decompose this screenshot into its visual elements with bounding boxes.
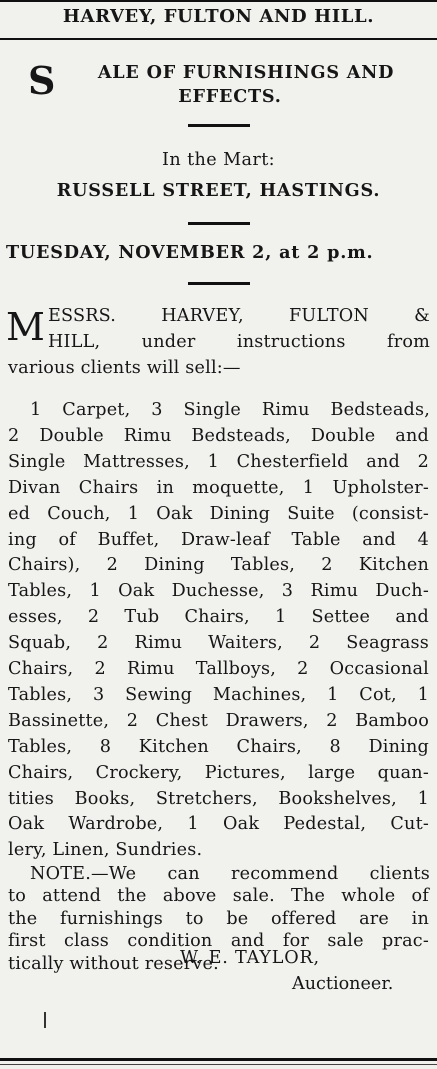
sale-dropcap: S: [28, 58, 56, 103]
item-line: Tables, 3 Sewing Machines, 1 Cot, 1: [8, 684, 429, 705]
note-line: the furnishings to be offered are in: [8, 908, 429, 929]
item-line: Tables, 1 Oak Duchesse, 3 Rimu Duch-: [8, 581, 429, 602]
print-mark: [44, 1012, 46, 1028]
item-line: esses, 2 Tub Chairs, 1 Settee and: [8, 607, 429, 628]
intro-dropcap: M: [6, 305, 45, 349]
advertiser-heading: HARVEY, FULTON AND HILL.: [62, 6, 375, 27]
bottom-rule: [0, 1058, 437, 1061]
header-rule: [0, 38, 437, 40]
item-line: Chairs), 2 Dining Tables, 2 Kitchen: [8, 555, 429, 576]
item-line: Single Mattresses, 1 Chesterfield and 2: [8, 451, 429, 472]
venue-line1: In the Mart:: [162, 150, 275, 170]
item-line: Oak Wardrobe, 1 Oak Pedestal, Cut-: [8, 814, 429, 835]
venue-line2: RUSSELL STREET, HASTINGS.: [56, 180, 381, 201]
sale-date: TUESDAY, NOVEMBER 2, at 2 p.m.: [6, 242, 374, 263]
item-line: ing of Buffet, Draw-leaf Table and 4: [8, 529, 429, 550]
bottom-rule-thin: [0, 1064, 437, 1065]
divider-rule: [188, 124, 250, 127]
note-line: NOTE.—We can recommend clients: [30, 864, 430, 884]
auctioneer-title: Auctioneer.: [292, 974, 394, 994]
intro-line3: various clients will sell:—: [8, 358, 241, 378]
item-line: 1 Carpet, 3 Single Rimu Bedsteads,: [30, 400, 430, 420]
item-line: 2 Double Rimu Bedsteads, Double and: [8, 425, 429, 446]
note-line: first class condition and for sale prac-: [8, 931, 429, 952]
item-line: lery, Linen, Sundries.: [8, 840, 203, 861]
auctioneer-name: W. E. TAYLOR,: [180, 948, 320, 968]
item-line: Tables, 8 Kitchen Chairs, 8 Dining: [8, 736, 429, 757]
divider-rule: [188, 222, 250, 225]
note-line: to attend the above sale. The whole of: [8, 886, 429, 907]
intro-line2: HILL, under instructions from: [48, 332, 430, 352]
divider-rule: [188, 282, 250, 285]
sale-heading-line1: ALE OF FURNISHINGS AND: [97, 62, 395, 83]
item-line: Chairs, 2 Rimu Tallboys, 2 Occasional: [8, 659, 429, 679]
item-line: Squab, 2 Rimu Waiters, 2 Seagrass: [8, 633, 429, 654]
intro-line1: ESSRS. HARVEY, FULTON &: [48, 306, 430, 326]
item-line: Divan Chairs in moquette, 1 Upholster-: [8, 477, 429, 498]
item-line: Bassinette, 2 Chest Drawers, 2 Bamboo: [8, 710, 429, 731]
item-line: tities Books, Stretchers, Bookshelves, 1: [8, 788, 429, 809]
top-rule: [0, 0, 437, 2]
item-line: ed Couch, 1 Oak Dining Suite (consist-: [8, 503, 429, 524]
sale-heading-line2: EFFECTS.: [178, 86, 282, 107]
note-line: tically without reserve.: [8, 953, 219, 974]
item-line: Chairs, Crockery, Pictures, large quan-: [8, 762, 429, 783]
